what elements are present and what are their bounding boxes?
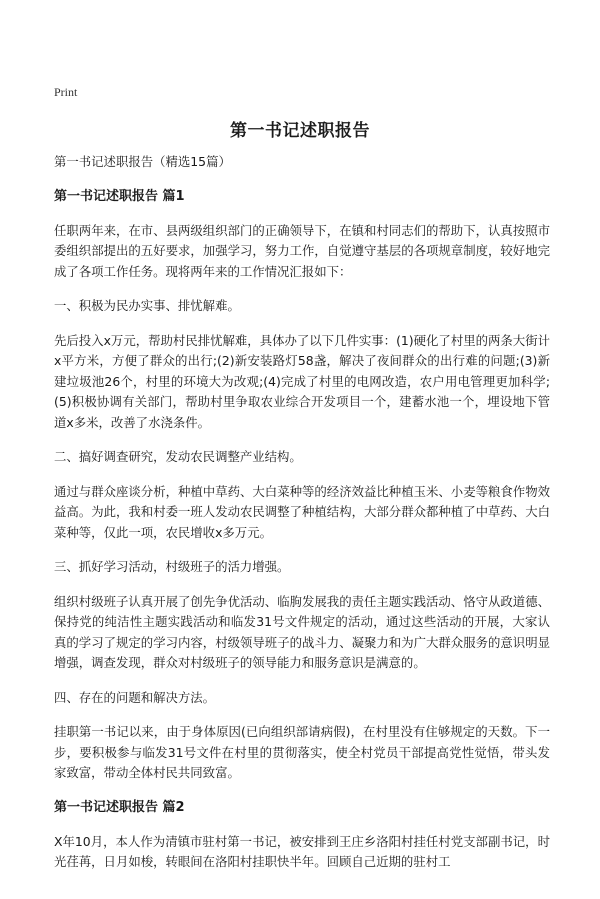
point-title-4: 四、存在的问题和解决方法。: [54, 689, 216, 705]
point-title-3: 三、抓好学习活动，村级班子的活力增强。: [54, 559, 290, 574]
section-heading-2: 第一书记述职报告 篇2: [54, 799, 185, 815]
point-title-2: 二、搞好调查研究，发动农民调整产业结构。: [54, 449, 302, 464]
document-body: [54, 152, 550, 887]
point-body-2: 通过与群众座谈分析，种植中草药、大白菜种等的经济效益比种植玉米、小麦等粮食作物效益高。为此，我和村委一班人发动农民调整了种植结构，大部分群众都种植了中草药、大白菜种等，仅此一项，农民增收x多万元。: [54, 483, 550, 540]
paragraph-intro-2: X年10月，本人作为清镇市驻村第一书记，被安排到王庄乡洛阳村挂任村党支部副书记，时光荏苒，日月如梭，转眼间在洛阳村挂职快半年。回顾自己近期的驻村工: [54, 833, 550, 869]
paragraph-intro-1: 任职两年来，在市、县两级组织部门的正确领导下，在镇和村同志们的帮助下，认真按照市委组织部提出的五好要求，加强学习，努力工作，自觉遵守基层的各项规章制度，较好地完成了各项工作任务。现将两年来的工作情况汇报如下：: [54, 222, 550, 279]
section-heading-1: 第一书记述职报告 篇1: [54, 188, 185, 204]
point-body-4: 挂职第一书记以来，由于身体原因(已向组织部请病假)，在村里没有住够规定的天数。下一步，要积极参与临发31号文件在村里的贯彻落实，使全村党员干部提高党性觉悟，带头发家致富，带动全体村民共同致富。: [54, 724, 550, 780]
print-label: Print: [54, 85, 78, 99]
point-body-1: 先后投入x万元，帮助村民排忧解难，具体办了以下几件实事：(1)硬化了村里的两条大街计x平方米，方便了群众的出行;(2)新安装路灯58盏，解决了夜间群众的出行难的问题;(3)新建垃圾池26个，村里的环境大为改观;(4)完成了村里的电网改造，农户用电管理更加科学;(5)积极协调有关部门，帮助村里争取农业综合开发项目一个，建蓄水池一个，埋设地下管道x多米，改善了水浇条件。: [54, 332, 550, 430]
point-body-3: 组织村级班子认真开展了创先争优活动、临朐发展我的责任主题实践活动、恪守从政道德、保持党的纯洁性主题实践活动和临发31号文件规定的活动，通过这些活动的开展，大家认真的学习了规定的学习内容，村级领导班子的战斗力、凝聚力和为广大群众服务的意识明显增强，调查发现，群众对村级班子的领导能力和服务意识是满意的。: [54, 593, 550, 670]
point-title-1: 一、积极为民办实事、排忧解难。: [54, 298, 240, 313]
page-title: 第一书记述职报告: [230, 121, 370, 141]
document-subtitle: 第一书记述职报告（精选15篇）: [54, 154, 231, 169]
